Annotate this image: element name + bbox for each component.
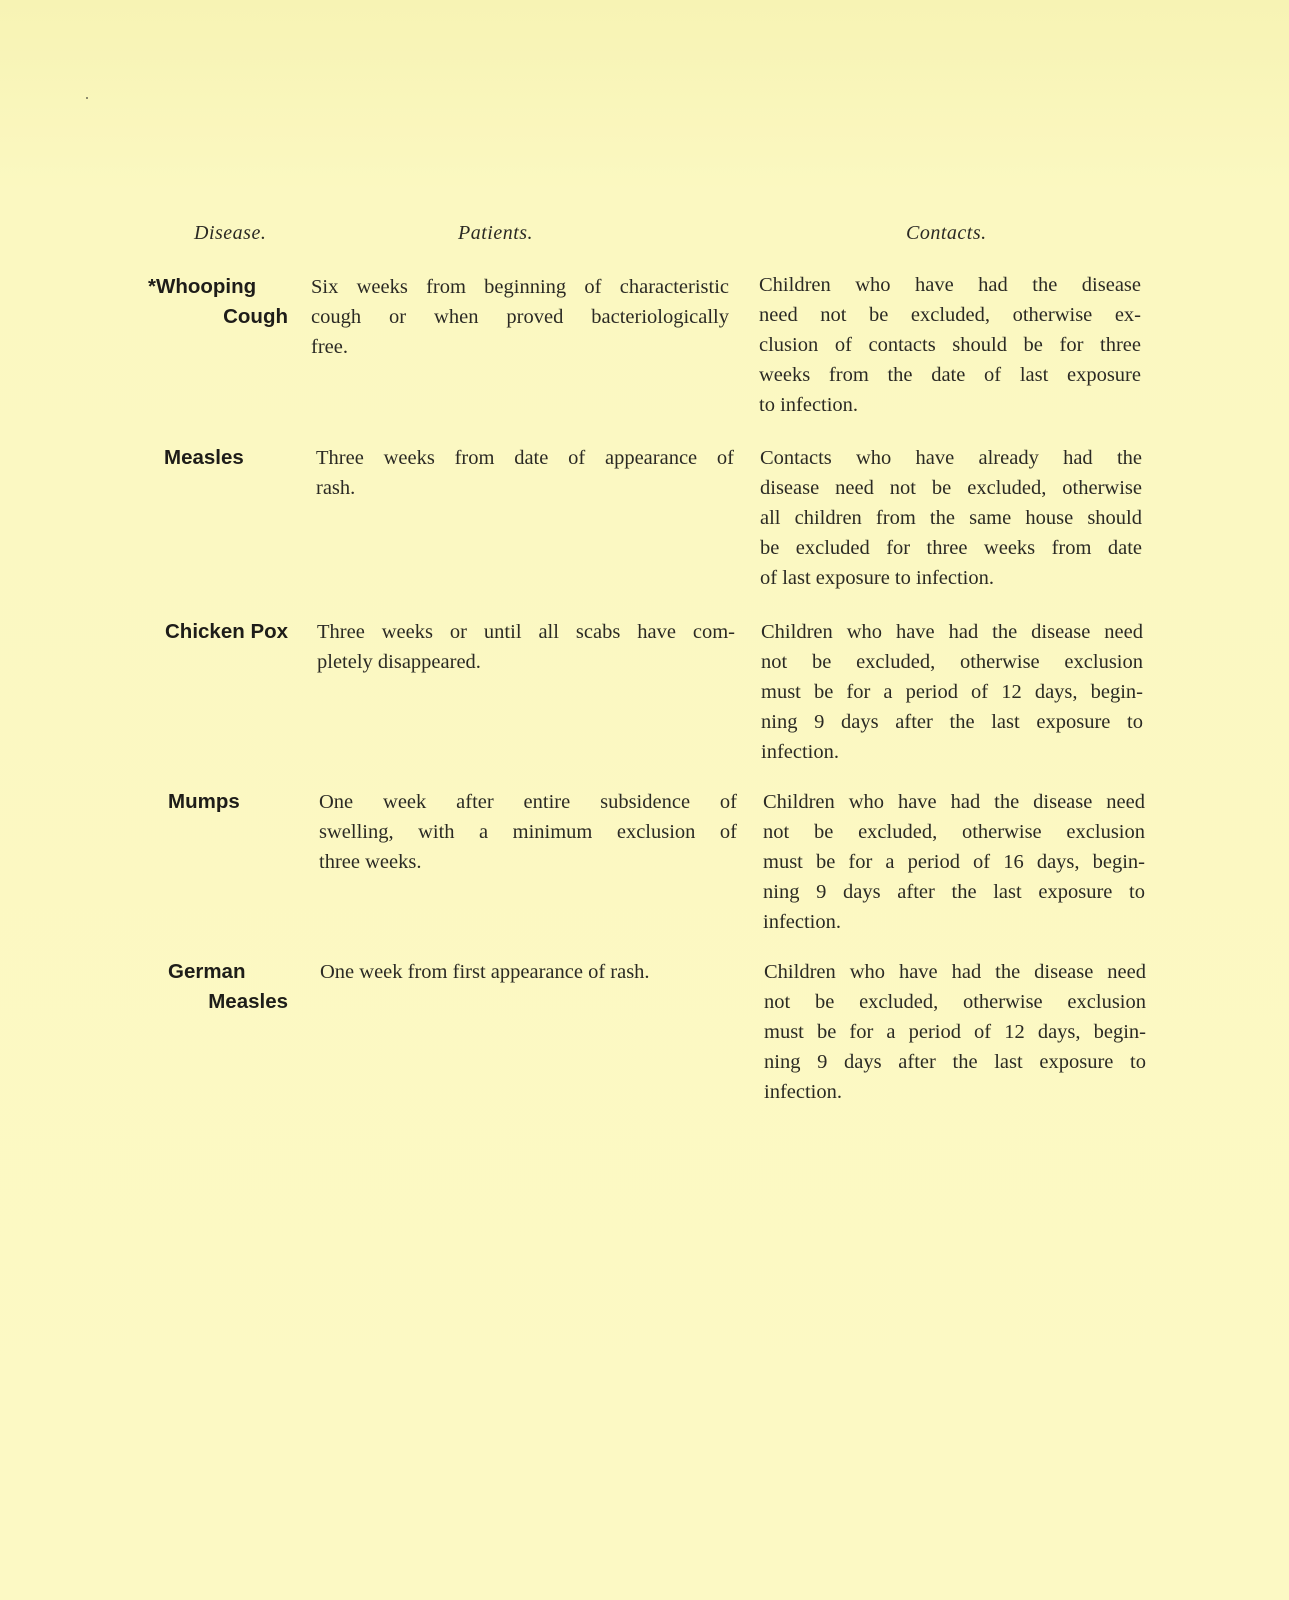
contacts-text: Children who have had the disease need not be excluded, otherwise exclusion must be for a period of 12 days, begin- ning 9 days after the last exposure to infection. [761, 621, 1143, 763]
speck [86, 97, 88, 99]
header-contacts: Contacts. [906, 222, 987, 244]
patients-text: Three weeks or until all scabs have com- pletely disappeared. [317, 621, 735, 673]
patients-text: One week from first appearance of rash. [320, 961, 650, 983]
disease-name: Mumps [168, 790, 240, 813]
disease-name: Measles [164, 446, 244, 469]
contacts-text: Children who have had the disease need not be excluded, otherwise exclusion must be for a period of 16 days, begin- ning 9 days after the last exposure to infection. [763, 791, 1145, 933]
patients-text: Three weeks from date of appearance of rash. [316, 447, 734, 499]
contacts-text: Children who have had the disease need not be excluded, otherwise exclusion must be for a period of 12 days, begin- ning 9 days after the last exposure to infection. [764, 961, 1146, 1103]
contacts-text: Contacts who have already had the disease need not be excluded, otherwise all children from the same house should be excluded for three weeks from date of last exposure to infection. [760, 447, 1142, 589]
disease-name: German Measles [168, 960, 288, 1013]
patients-text: One week after entire subsidence of swelling, with a minimum exclusion of three weeks. [319, 791, 737, 873]
header-disease: Disease. [194, 222, 267, 244]
contacts-text: Children who have had the disease need not be excluded, otherwise ex- clusion of contacts should be for three weeks from the date of last exposure to infection. [759, 274, 1141, 416]
header-patients: Patients. [458, 222, 534, 244]
patients-text: Six weeks from beginning of characteristic cough or when proved bacteriologically free. [311, 276, 729, 358]
disease-name: *Whooping Cough [148, 275, 288, 328]
disease-name: Chicken Pox [165, 620, 289, 643]
